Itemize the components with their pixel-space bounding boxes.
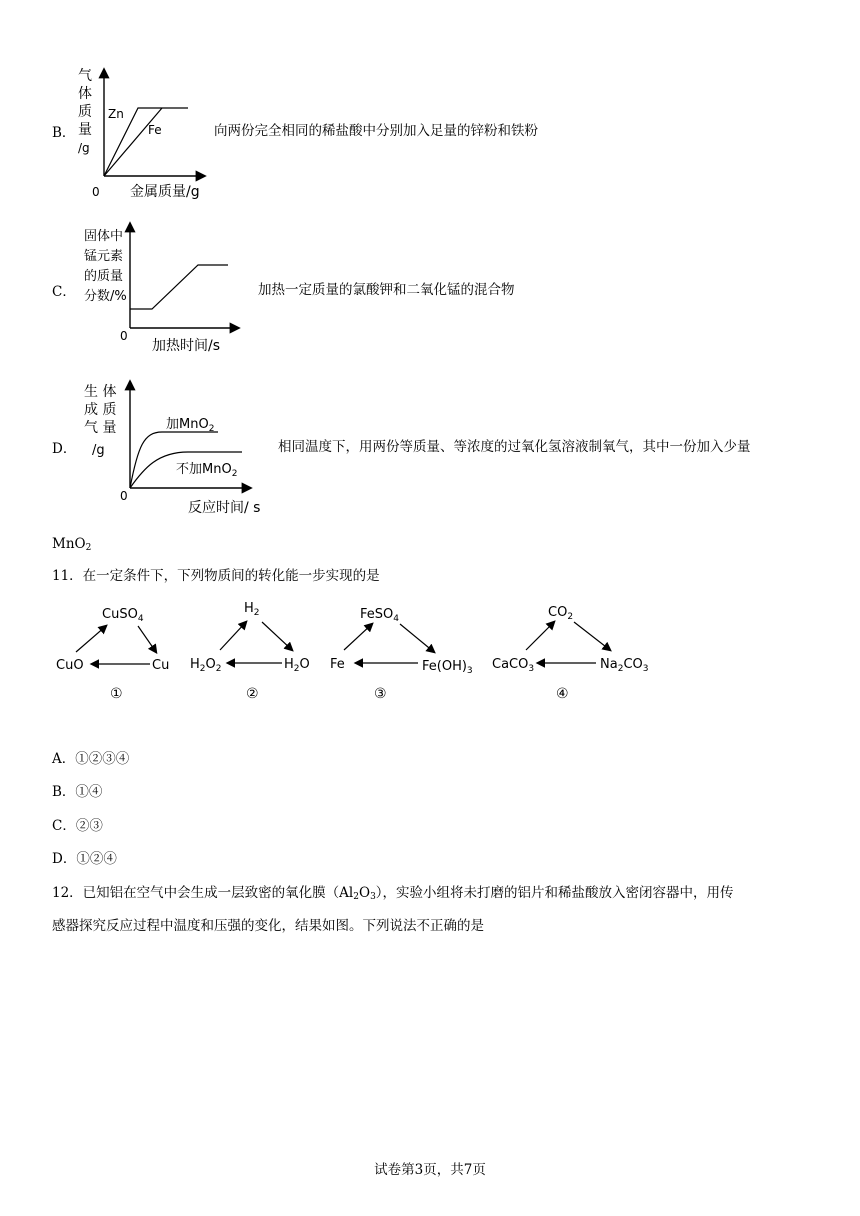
d-ylabel-3: 气 量 bbox=[84, 420, 117, 436]
option-d-continuation: MnO$_2$ bbox=[52, 536, 92, 553]
c-ylabel-3: 的质量 bbox=[84, 269, 124, 284]
svg-text:CO2: $CO_2$ bbox=[548, 605, 574, 622]
scheme-4-num: ④ bbox=[556, 686, 569, 702]
svg-text:H2: $H_2$ bbox=[244, 601, 260, 618]
b-ylabel-1: 气 bbox=[78, 68, 92, 84]
svg-text:CuSO4: CuSO$_4$ bbox=[102, 607, 144, 624]
q11-option-a: A．①②③④ bbox=[52, 751, 130, 767]
svg-text:CaCO3: CaCO$_3$ bbox=[492, 657, 535, 674]
b-xlabel: 金属质量/g bbox=[130, 184, 200, 200]
b-series-zn: Zn bbox=[108, 107, 124, 121]
scheme-4 bbox=[492, 605, 648, 702]
b-ylabel-3: 质 bbox=[78, 104, 92, 120]
c-origin: 0 bbox=[120, 329, 128, 343]
c-xlabel: 加热时间/s bbox=[152, 338, 221, 354]
svg-text:不加MnO2 bbox=[176, 461, 237, 479]
svg-text:H2O: $H_2O$ bbox=[284, 657, 310, 674]
option-d-graph bbox=[80, 376, 275, 521]
scheme-3-num: ③ bbox=[374, 686, 387, 702]
q11-option-b: B．①④ bbox=[52, 784, 103, 800]
c-ylabel-4: 分数/% bbox=[84, 289, 127, 304]
svg-text:Cu: Cu bbox=[152, 658, 170, 673]
b-ylabel-2: 体 bbox=[78, 86, 92, 102]
c-ylabel-1: 固体中 bbox=[84, 229, 124, 244]
svg-text:Fe: Fe bbox=[330, 657, 345, 672]
svg-text:加MnO2 bbox=[166, 416, 214, 434]
q12-line1: 12．已知铝在空气中会生成一层致密的氧化膜$(Al_2O_3)$，实验小组将未打磨的铝片和稀盐酸放入密闭容器中，用传 bbox=[52, 885, 734, 902]
page-footer: 试卷第3页，共7页 bbox=[374, 1162, 486, 1178]
svg-text:CuO: CuO bbox=[56, 658, 84, 673]
option-d-letter: D． bbox=[52, 441, 77, 457]
d-series-top: 加MnO bbox=[166, 417, 209, 432]
q11-option-c: C．②③ bbox=[52, 818, 103, 834]
option-c-letter: C． bbox=[52, 284, 76, 300]
scheme-3 bbox=[330, 607, 473, 702]
d-ylabel-4: /g bbox=[92, 443, 105, 458]
d-ylabel-1: 生 体 bbox=[84, 384, 117, 400]
d-xlabel: 反应时间/ s bbox=[188, 500, 261, 516]
option-c-text: 加热一定质量的氯酸钾和二氧化锰的混合物 bbox=[258, 282, 515, 298]
option-c-graph bbox=[78, 220, 248, 360]
b-ylabel-4: 量 bbox=[78, 122, 92, 138]
scheme-2-num: ② bbox=[246, 686, 259, 702]
d-series-bottom: 不加MnO bbox=[176, 462, 232, 477]
b-series-fe: Fe bbox=[148, 123, 162, 137]
q12-line2: 感器探究反应过程中温度和压强的变化，结果如图。下列说法不正确的是 bbox=[52, 918, 484, 934]
d-origin: 0 bbox=[120, 489, 128, 503]
svg-text:Na2CO3: $Na_2CO_3$ bbox=[600, 657, 649, 674]
svg-text:H2O2: $H_2O_2$ bbox=[190, 657, 222, 674]
d-series-top-sub: 2 bbox=[208, 424, 215, 434]
d-series-bottom-sub: 2 bbox=[231, 469, 238, 479]
q11-schemes bbox=[40, 592, 680, 707]
q11-option-d: D．①②④ bbox=[52, 851, 117, 867]
svg-text:FeSO4: FeSO$_4$ bbox=[360, 607, 399, 624]
option-d-text: 相同温度下，用两份等质量、等浓度的过氧化氢溶液制氧气，其中一份加入少量 bbox=[278, 439, 751, 455]
c-ylabel-2: 锰元素 bbox=[84, 249, 124, 264]
svg-text:Fe(OH)3: $Fe(OH)_3$ bbox=[422, 659, 473, 676]
scheme-1-num: ① bbox=[110, 686, 123, 702]
option-b-graph bbox=[68, 62, 208, 202]
q11-stem: 11．在一定条件下，下列物质间的转化能一步实现的是 bbox=[52, 568, 380, 584]
b-origin: 0 bbox=[92, 185, 100, 199]
b-ylabel-5: /g bbox=[78, 141, 90, 155]
scheme-1 bbox=[56, 607, 169, 702]
scheme-2 bbox=[190, 601, 310, 702]
d-ylabel-2: 成 质 bbox=[84, 402, 117, 418]
option-b-text: 向两份完全相同的稀盐酸中分别加入足量的锌粉和铁粉 bbox=[214, 123, 538, 139]
option-b-letter: B． bbox=[52, 125, 76, 141]
